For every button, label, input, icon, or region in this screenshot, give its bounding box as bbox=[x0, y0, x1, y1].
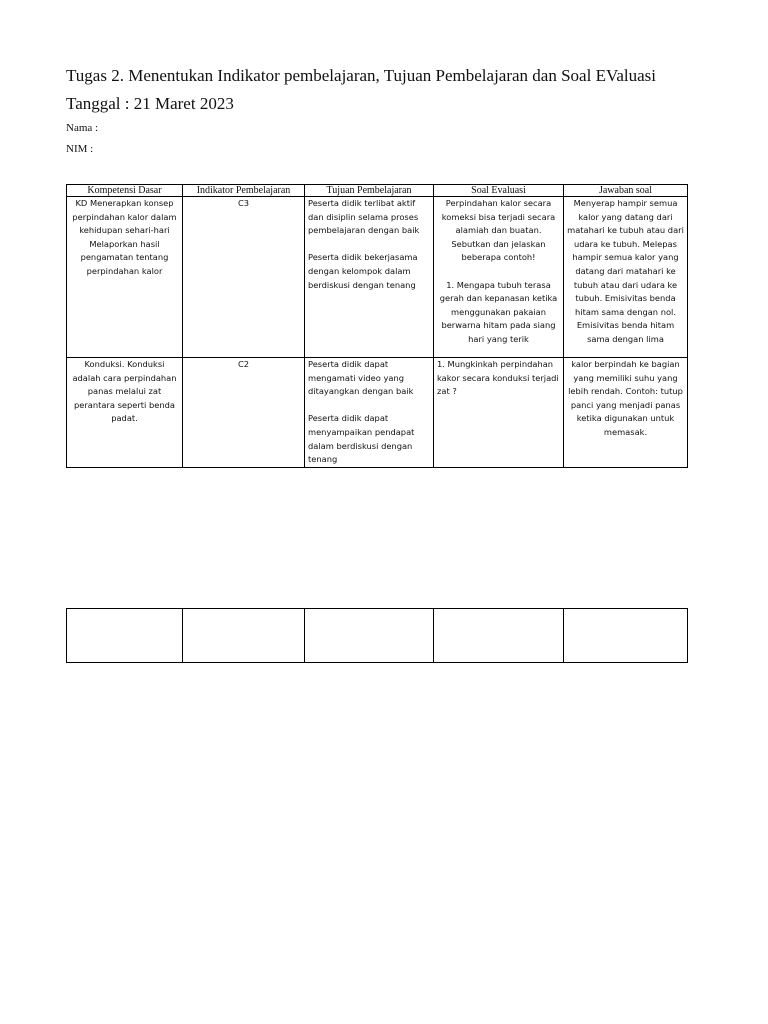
empty-cell bbox=[434, 609, 564, 663]
soal-item: 1. Mengapa tubuh terasa gerah dan kepanasan ketika menggunakan pakaian berwarna hitam pada siang hari yang terik bbox=[439, 279, 558, 344]
empty-table bbox=[66, 608, 688, 663]
tujuan-item: Peserta didik terlibat aktif dan disiplin selama proses pembelajaran dengan baik bbox=[308, 198, 420, 236]
name-label: Nama : bbox=[66, 122, 99, 134]
tujuan-item: Peserta didik dapat mengamati video yang ditayangkan dengan baik bbox=[308, 359, 414, 397]
nim-label: NIM : bbox=[66, 143, 94, 155]
indikator-cell: C2 bbox=[183, 358, 305, 468]
header-indikator: Indikator Pembelajaran bbox=[183, 185, 305, 197]
jawaban-cell: Menyerap hampir semua kalor yang datang dari matahari ke tubuh atau dari udara ke tubuh. Melepas hampir semua kalor yang datang dari matahari ke tubuh atau dari udara ke tubuh. Emisivitas benda hitam sama dengan nol. Emisivitas benda hitam sama dengan lima bbox=[564, 197, 688, 358]
tujuan-cell bbox=[305, 358, 434, 468]
kompetensi-cell: Konduksi. Konduksi adalah cara perpindahan panas melalui zat perantara seperti benda padat. bbox=[67, 358, 183, 468]
header-kompetensi-dasar: Kompetensi Dasar bbox=[67, 185, 183, 197]
soal-cell: 1. Mungkinkah perpindahan kakor secara konduksi terjadi zat ? bbox=[434, 358, 564, 468]
indikator-cell: C3 bbox=[183, 197, 305, 358]
header-jawaban: Jawaban soal bbox=[564, 185, 688, 197]
header-tujuan: Tujuan Pembelajaran bbox=[305, 185, 434, 197]
table-header-row bbox=[67, 185, 688, 197]
empty-row bbox=[67, 609, 688, 663]
table-row bbox=[67, 197, 688, 358]
document-date: Tanggal : 21 Maret 2023 bbox=[66, 94, 234, 113]
header-soal-evaluasi: Soal Evaluasi bbox=[434, 185, 564, 197]
empty-cell bbox=[67, 609, 183, 663]
jawaban-cell: kalor berpindah ke bagian yang memiliki suhu yang lebih rendah. Contoh: tutup panci yang menjadi panas ketika digunakan untuk memasak. bbox=[564, 358, 688, 468]
document-title: Tugas 2. Menentukan Indikator pembelajaran, Tujuan Pembelajaran dan Soal EValuasi bbox=[66, 66, 657, 85]
tujuan-cell bbox=[305, 197, 434, 358]
soal-item: Perpindahan kalor secara komeksi bisa terjadi secara alamiah dan buatan. Sebutkan dan jelaskan beberapa contoh! bbox=[441, 198, 556, 263]
soal-cell bbox=[434, 197, 564, 358]
empty-cell bbox=[305, 609, 434, 663]
empty-cell bbox=[564, 609, 688, 663]
tujuan-item: Peserta didik bekerjasama dengan kelompok dalam berdiskusi dengan tenang bbox=[308, 252, 418, 290]
evaluation-table bbox=[66, 184, 688, 468]
tujuan-item: Peserta didik dapat menyampaikan pendapat dalam berdiskusi dengan tenang bbox=[308, 413, 415, 465]
empty-cell bbox=[183, 609, 305, 663]
kompetensi-cell: KD Menerapkan konsep perpindahan kalor dalam kehidupan sehari-hari Melaporkan hasil pengamatan tentang perpindahan kalor bbox=[67, 197, 183, 358]
table-row bbox=[67, 358, 688, 468]
